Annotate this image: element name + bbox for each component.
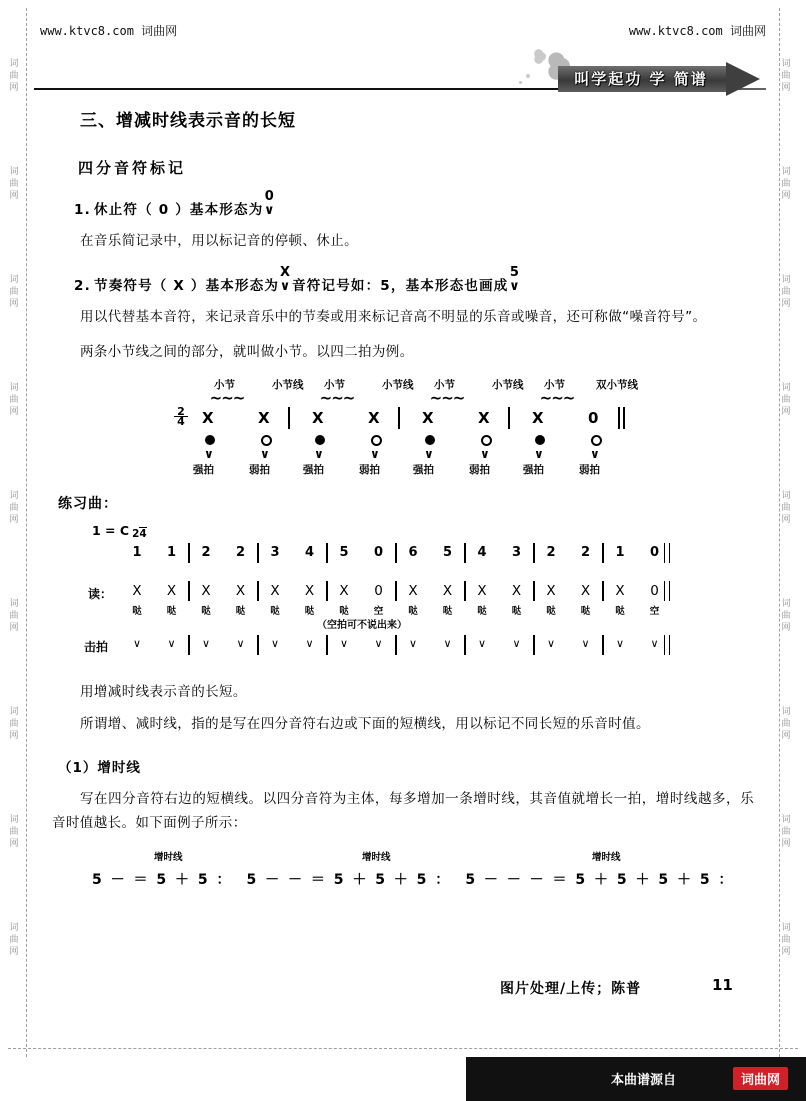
page-number: 11	[712, 976, 733, 994]
rail-watermark: 词 曲 网	[9, 167, 19, 201]
melody-note: 3	[270, 544, 280, 560]
subitem-title: （1）增时线	[58, 760, 141, 777]
double-barline	[623, 407, 625, 429]
melody-note: 1	[166, 544, 177, 560]
watermark-url-right-text: www.ktvc8.com	[628, 24, 723, 38]
beat-diagram	[172, 377, 638, 476]
score-barline	[188, 635, 190, 655]
extension-line-label: 增时线	[592, 852, 621, 864]
time-signature	[174, 404, 188, 428]
clap-mark: ∨	[477, 636, 487, 650]
read-symbol: X	[304, 582, 315, 599]
read-symbol: X	[580, 582, 591, 599]
clap-mark: ∨	[512, 636, 521, 650]
page-title: 三、增减时线表示音的长短	[80, 111, 296, 131]
score-barline	[188, 543, 190, 563]
score-barline	[257, 543, 259, 563]
read-symbol: X	[339, 582, 349, 599]
score-barline	[188, 581, 190, 601]
rail-watermark: 词 曲 网	[9, 275, 19, 309]
beat-symbol: X	[422, 408, 434, 427]
syllable: 哒	[201, 605, 211, 617]
diagram-top-label: 小节线	[272, 378, 304, 391]
list-item	[74, 264, 754, 294]
score-barline	[533, 581, 535, 601]
read-symbol: X	[235, 582, 246, 599]
subsection-title: 四分音符标记	[78, 159, 187, 177]
paragraph-1: 在音乐简记录中，用以标记音的停顿、休止。	[80, 233, 358, 249]
syllable: 哒	[546, 605, 556, 617]
heart-small-icon	[535, 50, 548, 63]
read-symbol: X	[132, 582, 142, 599]
list-item-index: 2.	[74, 277, 91, 294]
left-dashed-line	[26, 8, 27, 1067]
list-item-index: 1.	[74, 202, 91, 218]
clap-mark: ∨	[374, 636, 383, 650]
melody-note: 2	[235, 544, 246, 560]
read-symbol: X	[270, 582, 280, 599]
syllable: 哒	[511, 605, 522, 617]
note-symbol-bottom: ∨	[509, 278, 521, 294]
diagram-top-label: 小节线	[492, 378, 524, 391]
rail-watermark: 词 曲 网	[781, 815, 791, 849]
syllable: 哒	[580, 605, 591, 617]
rail-watermark: 词 曲 网	[9, 815, 19, 849]
watermark-url-left	[40, 22, 177, 39]
score-time-denominator: 4	[139, 527, 147, 540]
beat-mark: ∨	[314, 446, 324, 461]
beat-symbol: X	[312, 408, 324, 427]
beat-symbol: X	[202, 408, 214, 427]
extension-line-label: 增时线	[154, 852, 183, 864]
rhythm-symbol-glyph	[279, 264, 292, 294]
melody-note: 3	[511, 544, 522, 560]
list-item	[74, 189, 754, 218]
score-barline	[395, 581, 397, 601]
score-end-barline	[664, 635, 666, 655]
key-text: 1 = C	[92, 522, 130, 538]
beat-symbol: X	[478, 408, 490, 427]
rest-symbol-top: 0	[264, 189, 276, 204]
clap-mark: ∨	[443, 636, 452, 650]
paragraph-5: 所谓增、减时线，指的是写在四分音符右边或下面的短横线，用以标记不同长短的乐音时值。	[80, 715, 650, 732]
score-barline	[533, 543, 535, 563]
score-barline	[464, 581, 466, 601]
beat-mark: ∨	[260, 446, 270, 461]
read-symbol: X	[511, 582, 522, 599]
rail-watermark: 词 曲 网	[781, 59, 791, 93]
weak-beat-dot	[261, 435, 272, 446]
rail-watermark: 词 曲 网	[781, 275, 791, 309]
rhythm-symbol-top: X	[279, 264, 292, 280]
syllable: 哒	[442, 605, 453, 617]
diagram-top-label: 小节线	[382, 378, 414, 391]
beat-mark: ∨	[204, 446, 214, 461]
right-watermark-rail	[772, 0, 806, 1101]
beat-name: 弱拍	[469, 463, 490, 476]
measure-brace: ~~~	[539, 388, 575, 407]
syllable: 哒	[235, 605, 246, 617]
clap-mark: ∨	[132, 636, 142, 650]
read-label: 读：	[88, 586, 113, 601]
clap-mark: ∨	[201, 636, 211, 650]
melody-note: 1	[615, 544, 625, 560]
bubble-dot-icon	[519, 81, 522, 84]
read-symbol: X	[442, 582, 453, 599]
beat-symbol: X	[368, 408, 380, 427]
strong-beat-dot	[315, 435, 325, 445]
melody-note: 2	[580, 544, 591, 560]
score-barline	[602, 635, 604, 655]
extension-line-label: 增时线	[362, 852, 391, 864]
score-end-barline	[669, 543, 671, 563]
watermark-url-right	[629, 22, 766, 39]
syllable: 哒	[615, 605, 625, 617]
watermark-site-right: 词曲网	[729, 24, 766, 38]
header-banner	[34, 48, 772, 96]
rest-symbol-bottom: ∨	[264, 203, 276, 218]
clap-mark: ∨	[236, 636, 245, 650]
score-barline	[533, 635, 535, 655]
syllable: 哒	[339, 605, 349, 617]
melody-note: 2	[201, 544, 211, 560]
list-item-text: 节奏符号（ Ⅹ ）基本形态为	[94, 277, 280, 294]
rail-watermark: 词 曲 网	[9, 59, 19, 93]
exercise-score	[84, 522, 660, 673]
score-time-signature	[132, 527, 147, 540]
rail-watermark: 词 曲 网	[781, 923, 791, 957]
score-end-barline	[664, 543, 666, 563]
clap-mark: ∨	[408, 636, 418, 650]
diagram-top-label: 双小节线	[596, 378, 638, 391]
credit-text: 图片处理/上传；陈普	[500, 981, 642, 997]
read-symbol: X	[546, 582, 556, 599]
diagram-top-label: 小节	[434, 378, 455, 391]
paragraph-4: 用增减时线表示音的长短。	[80, 683, 247, 700]
syllable: 哒	[132, 605, 142, 617]
list-item-text-mid: 音符记号如：5，基本形态也画成	[292, 277, 509, 294]
clap-mark: ∨	[339, 636, 349, 650]
rail-watermark: 词 曲 网	[781, 383, 791, 417]
syllable: 哒	[408, 605, 418, 617]
rail-watermark: 词 曲 网	[781, 707, 791, 741]
read-symbol: 0	[374, 582, 383, 599]
banner-arrow-icon	[726, 62, 760, 96]
score-barline	[602, 543, 604, 563]
diagram-top-label: 小节	[324, 378, 345, 391]
diagram-top-label: 小节	[214, 378, 235, 391]
extension-formula: 5 － ＝ 5 ＋ 5 ：	[92, 872, 233, 889]
footer-source-label: 本曲谱源自	[610, 1073, 676, 1088]
clap-mark: ∨	[305, 636, 314, 650]
note-symbol-top: 5	[509, 264, 521, 280]
rail-watermark: 词 曲 网	[781, 599, 791, 633]
beat-symbol: X	[258, 408, 270, 427]
read-symbol: X	[615, 582, 625, 599]
rest-symbol-glyph	[263, 189, 276, 218]
beat-mark: ∨	[370, 446, 380, 461]
beat-mark: ∨	[534, 446, 544, 461]
list-item-text: 休止符（ 0 ）基本形态为	[94, 202, 264, 218]
watermark-site-left: 词曲网	[141, 24, 178, 38]
score-barline	[257, 635, 259, 655]
bubble-dot-icon	[526, 74, 530, 78]
barline	[288, 407, 290, 429]
score-end-barline	[669, 581, 671, 601]
double-barline	[618, 407, 620, 429]
beat-name: 弱拍	[579, 463, 600, 476]
extension-formula-row	[92, 869, 749, 889]
syllable: 哒	[477, 605, 487, 617]
score-barline	[326, 581, 328, 601]
measure-brace: ~~~	[209, 388, 245, 407]
score-barline	[326, 543, 328, 563]
strong-beat-dot	[425, 435, 435, 445]
clap-mark: ∨	[546, 636, 556, 650]
rail-watermark: 词 曲 网	[9, 491, 19, 525]
melody-note: 4	[477, 544, 487, 560]
syllable: 空	[373, 605, 384, 617]
strong-beat-dot	[205, 435, 215, 445]
score-barline	[326, 635, 328, 655]
beat-name: 强拍	[193, 463, 214, 476]
clap-mark: ∨	[615, 636, 625, 650]
barline	[398, 407, 400, 429]
melody-note: 2	[546, 544, 556, 560]
weak-beat-dot	[591, 435, 602, 446]
rhythm-symbol-bottom: ∨	[279, 278, 292, 294]
beat-mark: ∨	[424, 446, 434, 461]
melody-note: 0	[649, 544, 660, 560]
beat-name: 弱拍	[359, 463, 380, 476]
rail-watermark: 词 曲 网	[781, 491, 791, 525]
score-end-barline	[664, 581, 666, 601]
time-signature-numerator: 2	[177, 404, 185, 418]
rail-watermark: 词 曲 网	[9, 707, 19, 741]
score-time-numerator: 2	[132, 527, 140, 540]
syllable: 哒	[304, 605, 315, 617]
top-watermark-bar	[34, 22, 772, 40]
time-signature-denominator: 4	[174, 416, 188, 426]
time-extension-examples	[92, 849, 735, 897]
syllable: 空	[649, 605, 660, 617]
read-symbol: 0	[650, 582, 659, 599]
rail-watermark: 词 曲 网	[781, 167, 791, 201]
weak-beat-dot	[371, 435, 382, 446]
clap-label: 击拍	[84, 639, 109, 654]
score-barline	[464, 543, 466, 563]
measure-brace: ~~~	[319, 388, 355, 407]
melody-note: 1	[132, 544, 142, 560]
score-barline	[257, 581, 259, 601]
beat-symbol: X	[532, 408, 544, 427]
rail-watermark: 词 曲 网	[9, 383, 19, 417]
score-barline	[602, 581, 604, 601]
beat-symbol: 0	[588, 408, 599, 427]
key-signature	[92, 523, 147, 539]
rail-watermark: 词 曲 网	[9, 599, 19, 633]
melody-note: 0	[373, 544, 384, 560]
beat-name: 强拍	[523, 463, 544, 476]
paragraph-3: 两条小节线之间的部分，就叫做小节。以四二拍为例。	[80, 344, 414, 361]
melody-note: 5	[442, 544, 453, 560]
note-symbol-glyph	[509, 264, 522, 294]
document-content	[52, 100, 754, 897]
bottom-dashed-line	[8, 1048, 798, 1049]
read-symbol: X	[166, 582, 177, 599]
diagram-top-label: 小节	[544, 378, 565, 391]
score-end-barline	[669, 635, 671, 655]
banner-title: 叫学起功 学 简谱	[574, 70, 708, 88]
measure-brace: ~~~	[429, 388, 465, 407]
score-barline	[464, 635, 466, 655]
clap-mark: ∨	[167, 636, 176, 650]
score-barline	[395, 635, 397, 655]
clap-mark: ∨	[650, 636, 659, 650]
rail-watermark: 词 曲 网	[9, 923, 19, 957]
barline	[508, 407, 510, 429]
exercise-label: 练习曲：	[58, 495, 118, 512]
footer-bar	[0, 1057, 806, 1101]
melody-note: 6	[408, 544, 418, 560]
beat-mark: ∨	[480, 446, 490, 461]
paragraph-2: 用以代替基本音符，来记录音乐中的节奏或用来标记音高不明显的乐音或噪音，还可称做“噪音符号”。	[80, 308, 707, 325]
clap-mark: ∨	[270, 636, 280, 650]
read-symbol: X	[408, 582, 418, 599]
paragraph-6: 写在四分音符右边的短横线。以四分音符为主体，每多增加一条增时线，其音值就增长一拍，增时线越多，乐音时值越长。如下面例子所示：	[52, 791, 754, 831]
footer-site-badge[interactable]: 词曲网	[733, 1067, 788, 1090]
syllable-note: （空拍可不说出来）	[317, 619, 407, 631]
syllable: 哒	[270, 605, 280, 617]
beat-name: 强拍	[303, 463, 324, 476]
score-barline	[395, 543, 397, 563]
weak-beat-dot	[481, 435, 492, 446]
extension-formula: 5 － － ＝ 5 ＋ 5 ＋ 5 ：	[246, 872, 452, 889]
left-watermark-rail	[0, 0, 34, 1101]
syllable: 哒	[166, 605, 177, 617]
watermark-url-left-text: www.ktvc8.com	[40, 24, 134, 38]
beat-name: 强拍	[413, 463, 434, 476]
beat-mark: ∨	[590, 446, 600, 461]
extension-formula: 5 － － － ＝ 5 ＋ 5 ＋ 5 ＋ 5 ：	[465, 872, 735, 889]
clap-mark: ∨	[581, 636, 590, 650]
beat-name: 弱拍	[249, 463, 270, 476]
read-symbol: X	[201, 582, 211, 599]
melody-note: 5	[339, 544, 349, 560]
read-symbol: X	[477, 582, 487, 599]
melody-note: 4	[304, 544, 315, 560]
strong-beat-dot	[535, 435, 545, 445]
